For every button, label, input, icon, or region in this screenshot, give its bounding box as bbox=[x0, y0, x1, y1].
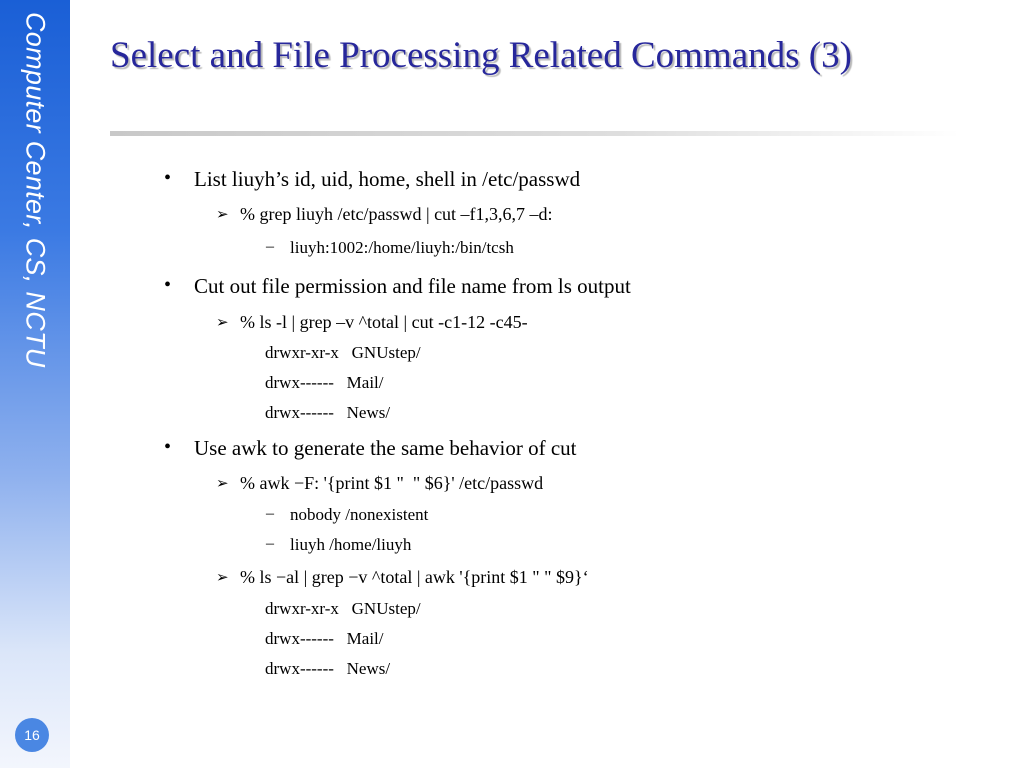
bullet-2-command: % ls -l | grep –v ^total | cut -c1-12 -c45- bbox=[240, 312, 528, 332]
bullet-1-text: List liuyh’s id, uid, home, shell in /etc/passwd bbox=[194, 167, 581, 191]
bullet-3-command-1: % awk −F: '{print $1 " " $6}' /etc/passwd bbox=[240, 473, 544, 493]
dash-bullet-icon: – bbox=[266, 238, 274, 255]
output-line: drwx------ News/ bbox=[265, 659, 391, 678]
arrow-bullet-icon: ➢ bbox=[216, 315, 229, 331]
dash-bullet-icon: – bbox=[266, 505, 274, 522]
bullet-1-output: liuyh:1002:/home/liuyh:/bin/tcsh bbox=[290, 238, 514, 257]
arrow-bullet-icon: ➢ bbox=[216, 207, 229, 223]
sidebar-title: Computer Center, CS, NCTU bbox=[20, 12, 51, 368]
arrow-bullet-icon: ➢ bbox=[216, 570, 229, 586]
output-line: drwxr-xr-x GNUstep/ bbox=[265, 599, 421, 618]
slide-title: Select and File Processing Related Commands (3) bbox=[110, 35, 852, 76]
output-line: drwx------ Mail/ bbox=[265, 629, 384, 648]
dash-bullet-icon: – bbox=[266, 535, 274, 552]
output-line: nobody /nonexistent bbox=[290, 505, 429, 524]
output-line: liuyh /home/liuyh bbox=[290, 535, 412, 554]
output-line: drwx------ News/ bbox=[265, 403, 391, 422]
bullet-3-command-2: % ls −al | grep −v ^total | awk '{print $1 " " $9}‘ bbox=[240, 567, 589, 587]
bullet-1-command: % grep liuyh /etc/passwd | cut –f1,3,6,7 –d: bbox=[240, 204, 553, 224]
bullet-dot-icon: • bbox=[164, 167, 172, 189]
bullet-3-text: Use awk to generate the same behavior of cut bbox=[194, 436, 577, 460]
output-line: drwx------ Mail/ bbox=[265, 373, 384, 392]
output-line: drwxr-xr-x GNUstep/ bbox=[265, 343, 421, 362]
page-number-badge: 16 bbox=[15, 718, 49, 752]
arrow-bullet-icon: ➢ bbox=[216, 476, 229, 492]
bullet-dot-icon: • bbox=[164, 436, 172, 458]
bullet-dot-icon: • bbox=[164, 274, 172, 296]
bullet-2-text: Cut out file permission and file name from ls output bbox=[194, 274, 631, 298]
